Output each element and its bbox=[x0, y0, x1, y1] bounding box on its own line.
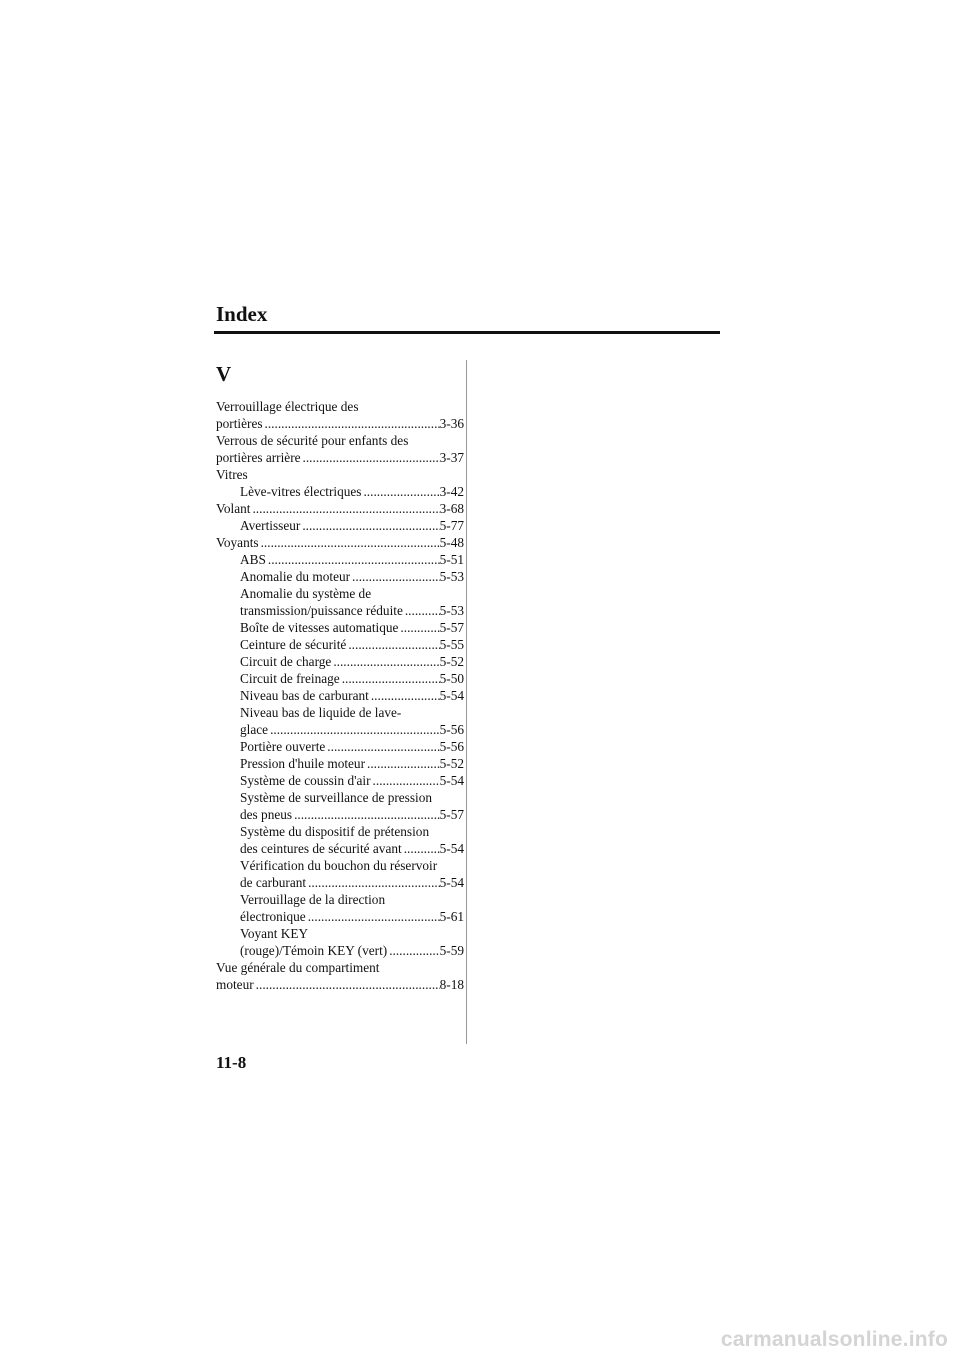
index-subentry bbox=[216, 636, 464, 653]
entry-label: Vitres bbox=[216, 467, 248, 482]
dot-leader bbox=[266, 551, 440, 568]
entry-page-ref: 5-53 bbox=[439, 569, 464, 584]
entry-label: des pneus bbox=[240, 807, 293, 822]
index-subentry bbox=[216, 891, 464, 908]
index-list bbox=[216, 398, 464, 993]
index-subentry bbox=[216, 738, 464, 755]
index-subentry bbox=[216, 483, 464, 500]
dot-leader bbox=[254, 976, 440, 993]
entry-label: Avertisseur bbox=[240, 518, 301, 533]
entry-label: Portière ouverte bbox=[240, 739, 326, 754]
entry-label: Niveau bas de carburant bbox=[240, 688, 369, 703]
index-entry bbox=[216, 534, 464, 551]
index-subentry bbox=[216, 840, 464, 857]
entry-label: Pression d'huile moteur bbox=[240, 756, 366, 771]
section-letter: V bbox=[216, 362, 232, 386]
entry-page-ref: 5-48 bbox=[439, 535, 464, 550]
index-subentry bbox=[216, 874, 464, 891]
dot-leader bbox=[325, 738, 439, 755]
entry-page-ref: 3-42 bbox=[439, 484, 464, 499]
index-subentry bbox=[216, 857, 464, 874]
index-subentry bbox=[216, 755, 464, 772]
index-subentry bbox=[216, 823, 464, 840]
dot-leader bbox=[292, 806, 440, 823]
entry-label: Vérification du bouchon du réservoir bbox=[240, 858, 438, 873]
index-subentry bbox=[216, 585, 464, 602]
entry-label: Système du dispositif de prétension bbox=[240, 824, 430, 839]
entry-label: Système de surveillance de pression bbox=[240, 790, 433, 805]
dot-leader bbox=[398, 619, 439, 636]
entry-page-ref: 5-56 bbox=[439, 739, 464, 754]
entry-label: Circuit de charge bbox=[240, 654, 332, 669]
page-title: Index bbox=[216, 302, 268, 326]
column-divider bbox=[466, 360, 467, 1044]
entry-page-ref: 5-52 bbox=[439, 654, 464, 669]
index-subentry bbox=[216, 789, 464, 806]
entry-label: des ceintures de sécurité avant bbox=[240, 841, 402, 856]
entry-label: Verrouillage de la direction bbox=[240, 892, 386, 907]
index-subentry bbox=[216, 704, 464, 721]
entry-label: Niveau bas de liquide de lave- bbox=[240, 705, 402, 720]
index-subentry bbox=[216, 687, 464, 704]
entry-label: Volant bbox=[216, 501, 251, 516]
index-entry bbox=[216, 449, 464, 466]
index-subentry bbox=[216, 653, 464, 670]
dot-leader bbox=[306, 874, 440, 891]
entry-label: Ceinture de sécurité bbox=[240, 637, 347, 652]
entry-page-ref: 5-50 bbox=[439, 671, 464, 686]
dot-leader bbox=[371, 772, 440, 789]
dot-leader bbox=[259, 534, 440, 551]
page-number: 11-8 bbox=[216, 1053, 247, 1072]
entry-page-ref: 5-59 bbox=[439, 943, 464, 958]
index-subentry bbox=[216, 806, 464, 823]
dot-leader bbox=[263, 415, 440, 432]
entry-label: Voyants bbox=[216, 535, 259, 550]
index-entry bbox=[216, 415, 464, 432]
entry-label: électronique bbox=[240, 909, 306, 924]
dot-leader bbox=[369, 687, 440, 704]
dot-leader bbox=[350, 568, 440, 585]
entry-page-ref: 5-77 bbox=[439, 518, 464, 533]
dot-leader bbox=[361, 483, 439, 500]
dot-leader bbox=[268, 721, 440, 738]
entry-page-ref: 5-57 bbox=[439, 807, 464, 822]
index-entry bbox=[216, 959, 464, 976]
entry-page-ref: 5-52 bbox=[439, 756, 464, 771]
entry-label: portières arrière bbox=[216, 450, 301, 465]
entry-label: glace bbox=[240, 722, 269, 737]
dot-leader bbox=[346, 636, 439, 653]
entry-label: de carburant bbox=[240, 875, 307, 890]
entry-page-ref: 8-18 bbox=[439, 977, 464, 992]
entry-label: Vue générale du compartiment bbox=[216, 960, 380, 975]
entry-label: Anomalie du système de bbox=[240, 586, 372, 601]
dot-leader bbox=[306, 908, 440, 925]
index-subentry bbox=[216, 942, 464, 959]
entry-label: (rouge)/Témoin KEY (vert) bbox=[240, 943, 388, 958]
entry-label: Verrouillage électrique des bbox=[216, 399, 359, 414]
watermark: carmanualsonline.info bbox=[720, 1328, 948, 1351]
entry-page-ref: 3-68 bbox=[439, 501, 464, 516]
dot-leader bbox=[250, 500, 439, 517]
dot-leader bbox=[300, 517, 439, 534]
entry-page-ref: 5-54 bbox=[439, 841, 464, 856]
entry-page-ref: 5-61 bbox=[439, 909, 464, 924]
entry-page-ref: 5-57 bbox=[439, 620, 464, 635]
index-entry bbox=[216, 500, 464, 517]
entry-label: Circuit de freinage bbox=[240, 671, 340, 686]
entry-page-ref: 3-37 bbox=[439, 450, 464, 465]
index-entry bbox=[216, 432, 464, 449]
entry-label: ABS bbox=[240, 552, 266, 567]
dot-leader bbox=[387, 942, 439, 959]
index-entry bbox=[216, 398, 464, 415]
index-subentry bbox=[216, 908, 464, 925]
dot-leader bbox=[402, 840, 440, 857]
entry-label: Système de coussin d'air bbox=[240, 773, 371, 788]
entry-page-ref: 5-53 bbox=[439, 603, 464, 618]
entry-label: moteur bbox=[216, 977, 254, 992]
index-subentry bbox=[216, 925, 464, 942]
index-subentry bbox=[216, 772, 464, 789]
dot-leader bbox=[301, 449, 440, 466]
dot-leader bbox=[340, 670, 440, 687]
index-subentry bbox=[216, 551, 464, 568]
dot-leader bbox=[365, 755, 440, 772]
index-subentry bbox=[216, 721, 464, 738]
entry-label: Boîte de vitesses automatique bbox=[240, 620, 399, 635]
entry-page-ref: 5-54 bbox=[439, 688, 464, 703]
entry-page-ref: 5-55 bbox=[439, 637, 464, 652]
entry-page-ref: 5-54 bbox=[439, 875, 464, 890]
index-subentry bbox=[216, 517, 464, 534]
index-subentry bbox=[216, 568, 464, 585]
entry-label: Voyant KEY bbox=[240, 926, 309, 941]
entry-label: portières bbox=[216, 416, 263, 431]
entry-page-ref: 5-56 bbox=[439, 722, 464, 737]
entry-label: transmission/puissance réduite bbox=[240, 603, 403, 618]
index-subentry bbox=[216, 619, 464, 636]
entry-label: Lève-vitres électriques bbox=[240, 484, 362, 499]
entry-page-ref: 3-36 bbox=[439, 416, 464, 431]
index-subentry bbox=[216, 670, 464, 687]
entry-label: Anomalie du moteur bbox=[240, 569, 351, 584]
entry-page-ref: 5-51 bbox=[439, 552, 464, 567]
index-entry bbox=[216, 976, 464, 993]
index-subentry bbox=[216, 602, 464, 619]
dot-leader bbox=[403, 602, 440, 619]
entry-label: Verrous de sécurité pour enfants des bbox=[216, 433, 409, 448]
entry-page-ref: 5-54 bbox=[439, 773, 464, 788]
index-entry bbox=[216, 466, 464, 483]
dot-leader bbox=[331, 653, 439, 670]
title-rule bbox=[214, 331, 720, 334]
